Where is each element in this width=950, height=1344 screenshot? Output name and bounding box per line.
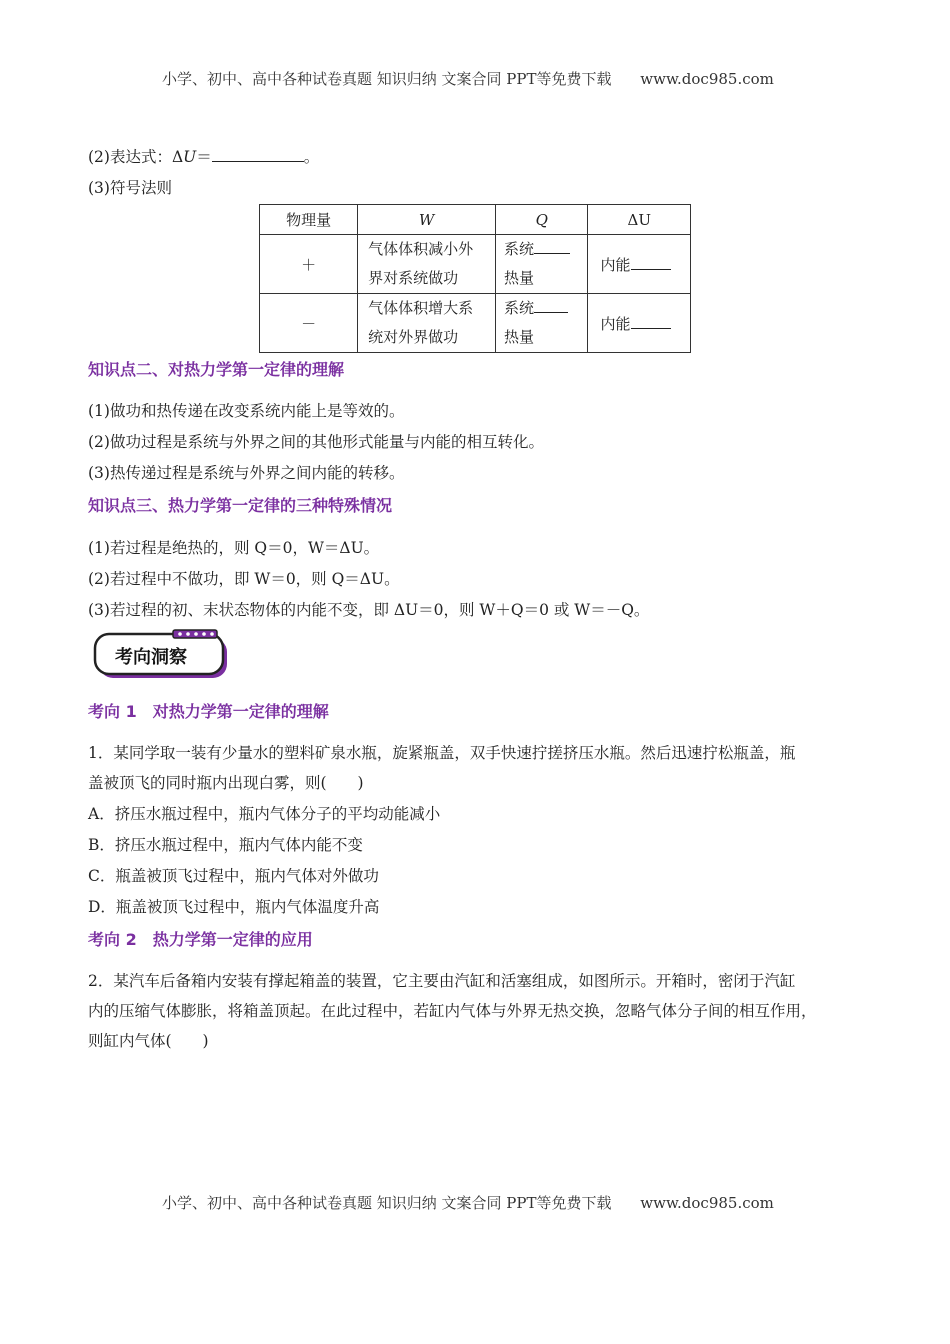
page-header <box>162 68 774 89</box>
badge-label: 考向洞察 <box>115 647 187 668</box>
table-header-cell: 物理量 <box>260 205 358 235</box>
header-site: www.doc985.com <box>640 70 774 88</box>
kp3-item: (1)若过程是绝热的，则 Q＝0，W＝ΔU。 <box>88 539 380 557</box>
energy-blank[interactable] <box>631 255 671 270</box>
option-a[interactable]: A．挤压水瓶过程中，瓶内气体分子的平均动能减小 <box>88 805 441 823</box>
kp3-item: (2)若过程中不做功，即 W＝0，则 Q＝ΔU。 <box>88 570 400 588</box>
table-row <box>260 294 691 353</box>
direction1-title: 考向 1 对热力学第一定律的理解 <box>88 702 329 721</box>
kp2-item: (1)做功和热传递在改变系统内能上是等效的。 <box>88 402 405 420</box>
heat-line: 热量 <box>503 328 534 346</box>
work-cell <box>358 294 496 353</box>
expression-suffix: 。 <box>303 148 320 166</box>
section-badge <box>93 628 231 680</box>
heat-blank[interactable] <box>534 239 570 254</box>
option-b[interactable]: B．挤压水瓶过程中，瓶内气体内能不变 <box>88 836 363 854</box>
energy-label: 内能 <box>600 314 631 333</box>
heat-cell <box>495 235 588 294</box>
sign-rule-label: (3)符号法则 <box>88 179 172 197</box>
footer-site: www.doc985.com <box>640 1194 774 1212</box>
option-d[interactable]: D．瓶盖被顶飞过程中，瓶内气体温度升高 <box>88 898 380 916</box>
kp2-item: (2)做功过程是系统与外界之间的其他形式能量与内能的相互转化。 <box>88 433 544 451</box>
kp3-title: 知识点三、热力学第一定律的三种特殊情况 <box>88 496 393 515</box>
table-row <box>260 235 691 294</box>
work-line: 气体体积增大系 <box>368 299 474 317</box>
sign-cell: ＋ <box>260 235 358 294</box>
expression-eq: ＝ <box>196 148 212 166</box>
expression-line <box>88 145 319 167</box>
footer-text: 小学、初中、高中各种试卷真题 知识归纳 文案合同 PPT等免费下载 <box>162 1194 612 1212</box>
work-line: 统对外界做功 <box>368 328 459 346</box>
table-header-row <box>260 205 691 235</box>
kp2-item: (3)热传递过程是系统与外界之间内能的转移。 <box>88 464 405 482</box>
heat-line: 系统 <box>503 240 534 258</box>
energy-blank[interactable] <box>631 314 671 329</box>
heat-blank[interactable] <box>534 298 568 313</box>
header-text: 小学、初中、高中各种试卷真题 知识归纳 文案合同 PPT等免费下载 <box>162 70 612 88</box>
kp2-title: 知识点二、对热力学第一定律的理解 <box>88 360 345 379</box>
expression-prefix: (2)表达式：Δ <box>88 148 184 166</box>
work-line: 气体体积减小外 <box>368 240 474 258</box>
table-header-cell: ΔU <box>588 205 691 235</box>
heat-cell <box>495 294 588 353</box>
table-header-cell: Q <box>495 205 588 235</box>
energy-cell <box>588 235 691 294</box>
answer-blank[interactable] <box>212 147 304 162</box>
option-c[interactable]: C．瓶盖被顶飞过程中，瓶内气体对外做功 <box>88 867 379 885</box>
heat-line: 系统 <box>503 299 534 317</box>
question2-line: 内的压缩气体膨胀，将箱盖顶起。在此过程中，若缸内气体与外界无热交换，忽略气体分子间的相互作用， <box>88 1002 817 1020</box>
energy-label: 内能 <box>600 255 631 274</box>
work-cell <box>358 235 496 294</box>
question1-line: 1．某同学取一装有少量水的塑料矿泉水瓶，旋紧瓶盖，双手快速拧搓挤压水瓶。然后迅速拧松瓶盖，瓶 <box>88 744 796 762</box>
direction2-title: 考向 2 热力学第一定律的应用 <box>88 930 313 949</box>
table-header-cell: W <box>358 205 496 235</box>
sign-cell: － <box>260 294 358 353</box>
work-line: 界对系统做功 <box>368 269 459 287</box>
energy-cell <box>588 294 691 353</box>
sign-table <box>259 204 691 353</box>
kp3-item: (3)若过程的初、末状态物体的内能不变，即 ΔU＝0，则 W＋Q＝0 或 W＝－Q。 <box>88 601 650 619</box>
question2-line: 则缸内气体( ) <box>88 1032 209 1050</box>
expression-var: U <box>183 148 197 166</box>
question1-line: 盖被顶飞的同时瓶内出现白雾，则( ) <box>88 774 364 792</box>
page-footer <box>162 1192 774 1213</box>
heat-line: 热量 <box>503 269 534 287</box>
question2-line: 2．某汽车后备箱内安装有撑起箱盖的装置，它主要由汽缸和活塞组成，如图所示。开箱时，密闭于汽缸 <box>88 972 796 990</box>
